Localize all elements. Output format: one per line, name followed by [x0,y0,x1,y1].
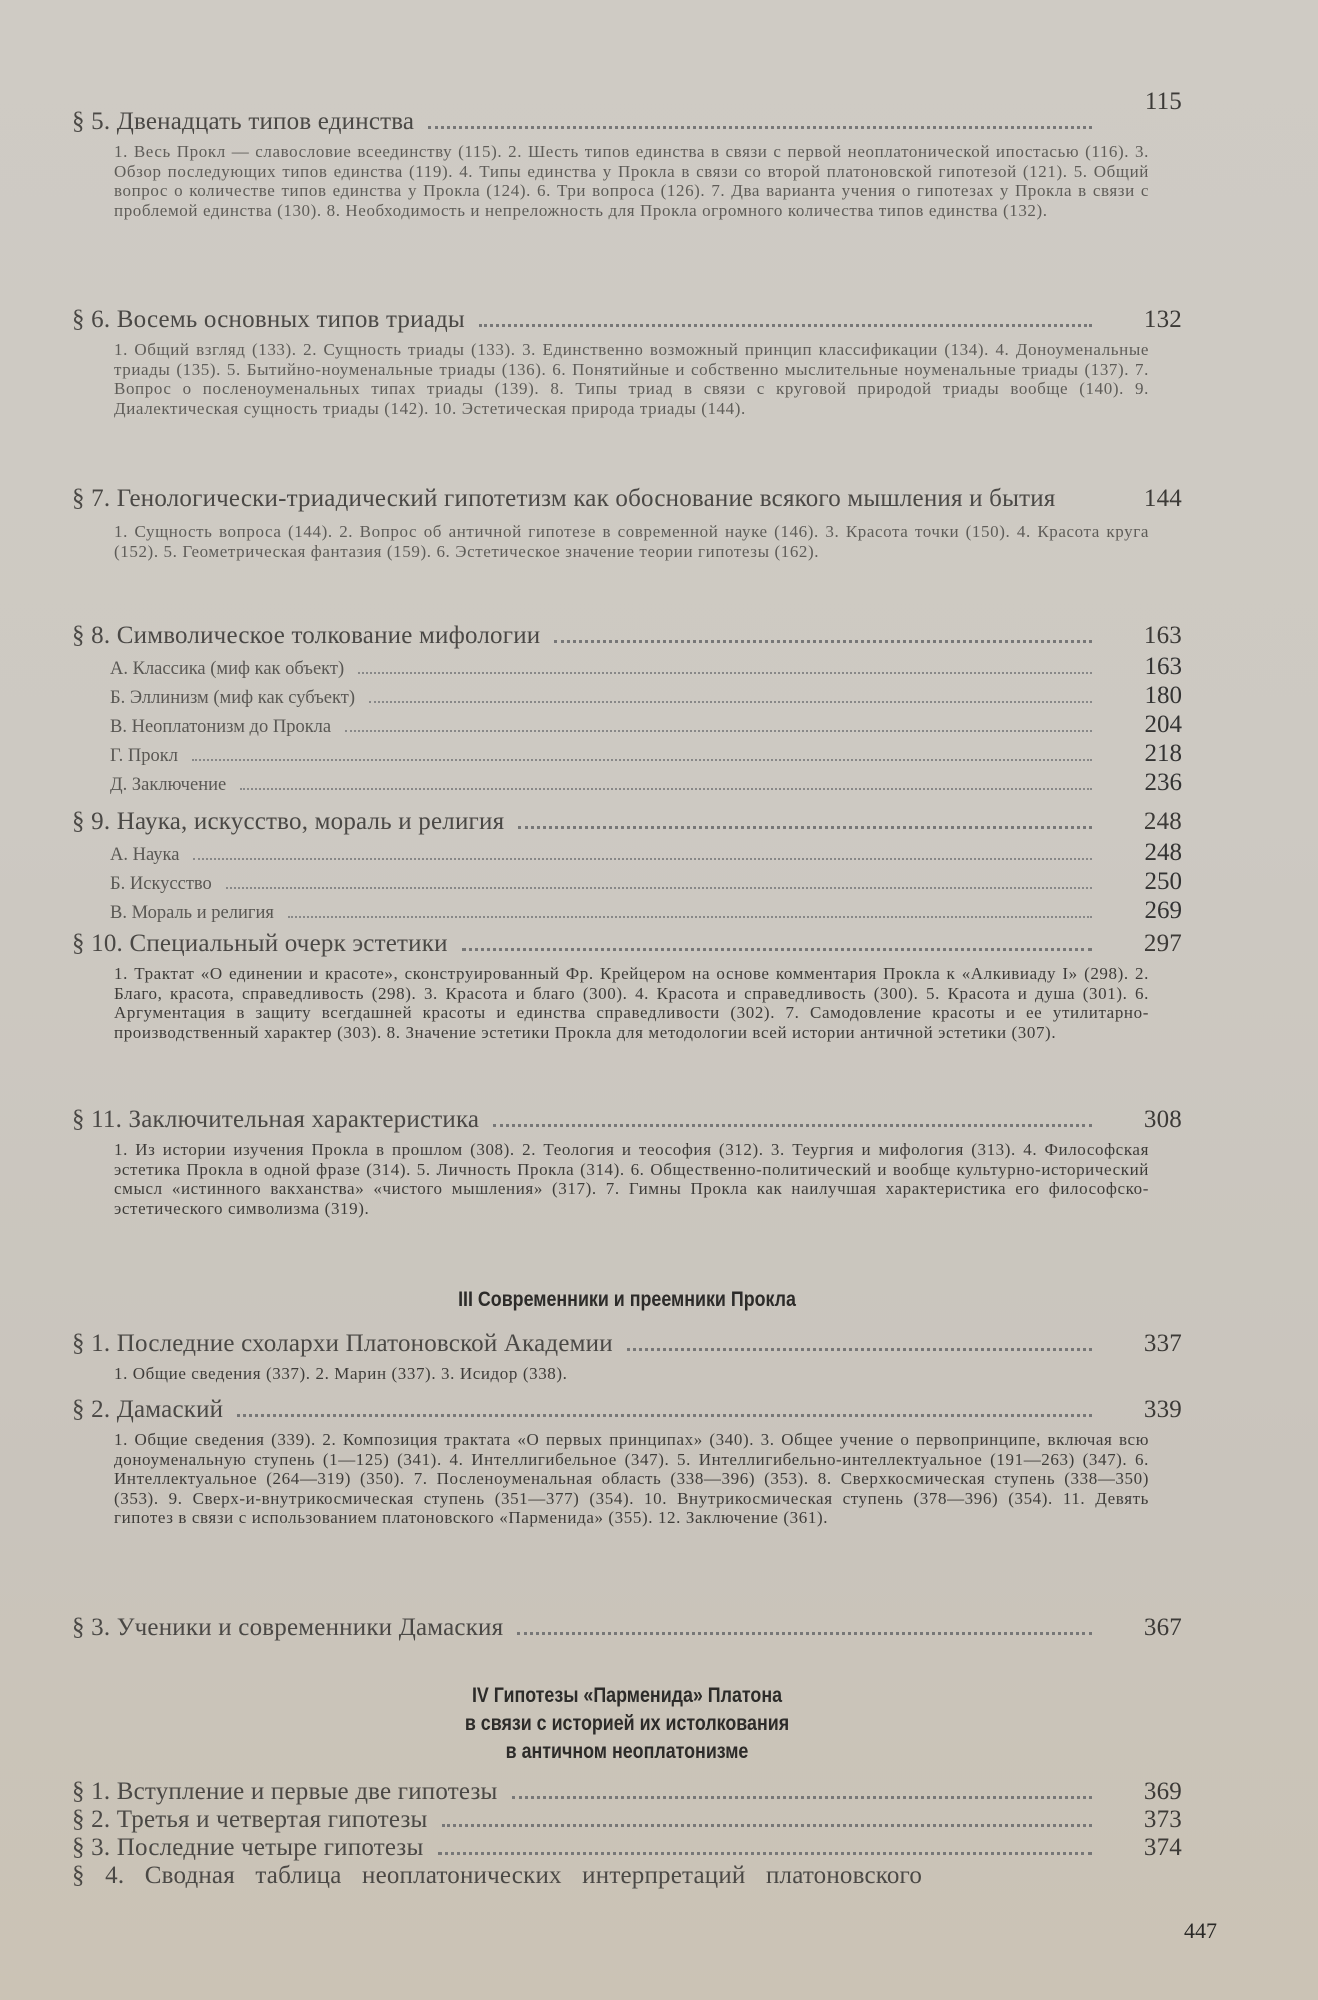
page-ref: 144 [1143,485,1182,512]
leader-dots [240,788,1092,790]
toc-heading [72,1834,1182,1862]
leader-dots [518,826,1092,829]
leader-dots [193,858,1092,860]
part-4-title-line: в античном неоплатонизме [505,1740,749,1763]
toc-heading [72,1614,1182,1642]
subsection-title: Б. Искусство [110,874,212,894]
toc-section-8 [72,622,1182,798]
part-3-title: III Современники и преемники Прокла [458,1288,796,1311]
toc-subsection [110,711,1182,740]
leader-dots [226,887,1092,889]
section-title: § 8. Символическое толкование мифологии [72,622,541,649]
page-ref: 132 [1143,306,1182,333]
toc-subsection [110,682,1182,711]
leader-dots [627,1348,1092,1351]
toc-part3-section-2 [72,1396,1182,1528]
toc-subsection [110,653,1182,682]
leader-dots [288,916,1092,918]
section-title: § 1. Вступление и первые две гипотезы [72,1778,498,1805]
subsection-title: В. Неоплатонизм до Прокла [110,717,332,737]
section-title: § 1. Последние схолархи Платоновской Академии [72,1330,613,1357]
page-ref: 269 [1144,897,1182,924]
page-ref: 339 [1143,1396,1182,1423]
toc-heading [72,1862,1182,1890]
leader-dots [554,640,1092,643]
section-title: § 6. Восемь основных типов триады [72,306,465,333]
toc-section-10 [72,930,1182,1042]
page-ref: 218 [1144,740,1182,767]
toc-section-11 [72,1106,1182,1218]
part-4-title-line: в связи с историей их истолкования [464,1712,790,1735]
toc-heading [72,1778,1182,1806]
leader-dots [517,1632,1092,1635]
page-ref: 308 [1143,1106,1182,1133]
leader-dots [358,672,1092,674]
page-ref: 204 [1144,711,1182,738]
page-ref: 297 [1143,930,1182,957]
toc-heading [72,1106,1182,1134]
section-title: § 3. Ученики и современники Дамаския [72,1614,504,1641]
toc-subsection [110,740,1182,769]
leader-dots [369,701,1092,703]
toc-heading [72,1396,1182,1424]
page-ref: 337 [1143,1330,1182,1357]
leader-dots [428,126,1092,129]
section-title: § 3. Последние четыре гипотезы [72,1834,424,1861]
toc-section-5 [72,88,1182,220]
toc-subsection [110,868,1182,897]
section-title: § 10. Специальный очерк эстетики [72,930,448,957]
page-ref: 236 [1144,769,1182,796]
subsection-title: А. Наука [110,845,180,865]
page-number: 447 [1184,1918,1217,1943]
section-summary: 1. Общие сведения (337). 2. Марин (337). 3. Исидор (338). [114,1364,568,1383]
toc-heading [72,88,1182,136]
section-title: § 5. Двенадцать типов единства [72,108,415,135]
section-title: § 4. Сводная таблица неоплатонических интерпретаций платоновского [72,1862,923,1889]
section-title: § 2. Дамаский [72,1396,224,1423]
toc-subsection [110,897,1182,926]
toc-heading [72,808,1182,839]
toc-subsection [110,839,1182,868]
page-ref: 369 [1143,1778,1182,1805]
page-ref: 115 [1144,88,1182,115]
section-summary: 1. Сущность вопроса (144). 2. Вопрос об античной гипотезе в современной науке (146). 3. Красота точки (150). 4. Красота круга (152). 5. Геометрическая фантазия (159). 6. Эстетическое значение теории гипотезы (162). [114,522,1149,561]
subsection-title: Д. Заключение [110,775,227,795]
page-ref: 163 [1143,622,1182,649]
toc-section-9 [72,808,1182,926]
toc-heading [72,1806,1182,1834]
toc-part3-section-3 [72,1614,1182,1642]
subsection-title: Г. Прокл [110,746,178,766]
leader-dots [462,948,1092,951]
subsection-title: В. Мораль и религия [110,903,274,923]
part-4-title-line: IV Гипотезы «Парменида» Платона [471,1684,783,1707]
section-title: § 9. Наука, искусство, мораль и религия [72,808,505,835]
toc-part3-section-1 [72,1330,1182,1384]
section-summary: 1. Общий взгляд (133). 2. Сущность триады (133). 3. Единственно возможный принцип классификации (134). 4. Доноуменальные триады (135). 5. Бытийно-ноуменальные триады (136). 6. Понятийные и собственно мыслительные ноуменальные триады (137). 7. Вопрос о посленоуменальных типах триады (139). 8. Типы триад в связи с круговой природой триады вообще (140). 9. Диалектическая сущность триады (142). 10. Эстетическая природа триады (144). [114,340,1149,418]
page-ref: 374 [1143,1834,1182,1861]
leader-dots [512,1796,1092,1799]
page-ref: 250 [1144,868,1182,895]
toc-subsection [110,769,1182,798]
leader-dots [438,1852,1092,1855]
section-summary: 1. Общие сведения (339). 2. Композиция трактата «О первых принципах» (340). 3. Общее учение о первопринципе, включая всю доноуменальную ступень (1—125) (341). 4. Интеллигибельное (347). 5. Интеллигибельно-интеллектуальное (191—263) (347). 6. Интеллектуальное (264—319) (350). 7. Посленоуменальная область (338—396) (353). 8. Сверхкосмическая ступень (338—350) (353). 9. Сверх-и-внутрикосмическая ступень (351—377) (354). 10. Внутрикосмическая ступень (378—396) (354). 11. Девять гипотез в связи с использованием платоновского «Парменида» (355). 12. Заключение (361). [114,1430,1149,1527]
subsection-title: А. Классика (миф как объект) [110,659,345,679]
section-title: § 11. Заключительная характеристика [72,1106,480,1133]
leader-dots [479,324,1092,327]
page-ref: 373 [1143,1806,1182,1833]
toc-section-7 [72,484,1182,561]
part-4-title [155,1682,1099,1766]
section-title: § 7. Генологически-триадический гипотетизм как обоснование всякого мышления и бытия [72,485,1056,512]
toc-section-6 [72,306,1182,418]
section-summary: 1. Трактат «О единении и красоте», сконструированный Фр. Крейцером на основе комментария Прокла к «Алкивиаду I» (298). 2. Благо, красота, справедливость (298). 3. Красота и благо (300). 4. Красота и справедливость (300). 5. Красота и душа (301). 6. Аргументация в защиту всегдашней красоты и единства справедливости (302). 7. Самодовление красоты и ее утилитарно-производственный характер (303). 8. Значение эстетики Прокла для методологии всей истории античной эстетики (307). [114,964,1149,1042]
section-title: § 2. Третья и четвертая гипотезы [72,1806,428,1833]
section-summary: 1. Из истории изучения Прокла в прошлом (308). 2. Теология и теософия (312). 3. Теургия и мифология (313). 4. Философская эстетика Прокла в одной фразе (314). 5. Личность Прокла (314). 6. Общественно-политический и вообще культурно-исторический смысл «истинного вакханства» «чистого мышления» (317). 7. Гимны Прокла как наилучшая характеристика его философско-эстетического символизма (319). [114,1140,1149,1218]
page-ref: 180 [1144,682,1182,709]
toc-heading [72,930,1182,958]
section-summary: 1. Весь Прокл — славословие всеединству (115). 2. Шесть типов единства в связи с первой неоплатонической ипостасью (116). 3. Обзор последующих типов единства (119). 4. Типы единства у Прокла в связи со второй платоновской гипотезой (121). 5. Общий вопрос о количестве типов единства у Прокла (124). 6. Три вопроса (126). 7. Два варианта учения о гипотезах у Прокла в связи с проблемой единства (130). 8. Необходимость и непреложность для Прокла огромного количества типов единства (132). [114,142,1149,220]
toc-heading [72,484,1182,514]
page-ref: 248 [1143,808,1182,835]
toc-heading [72,622,1182,653]
page-ref: 163 [1144,653,1182,680]
toc-heading [72,1330,1182,1358]
toc-part4-sections [72,1778,1182,1890]
page-ref: 248 [1144,839,1182,866]
toc-heading [72,306,1182,334]
leader-dots [345,730,1092,732]
leader-dots [493,1124,1092,1127]
leader-dots [192,759,1092,761]
subsection-title: Б. Эллинизм (миф как субъект) [110,688,355,708]
leader-dots [237,1414,1092,1417]
page-ref: 367 [1143,1614,1182,1641]
leader-dots [442,1824,1092,1827]
